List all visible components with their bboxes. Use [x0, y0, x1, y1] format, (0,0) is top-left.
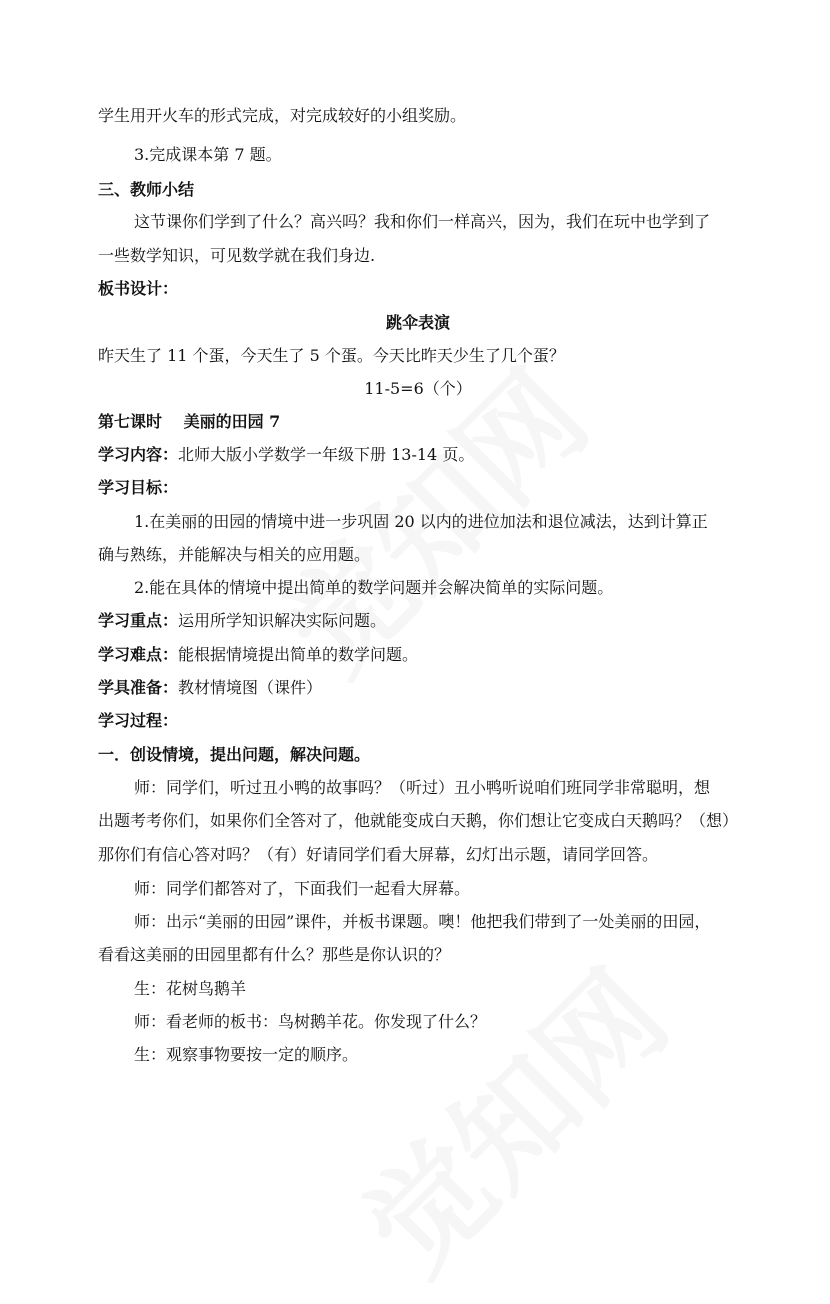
section-heading: 一．创设情境，提出问题，解决问题。 [98, 745, 371, 764]
field-label: 学习内容： [98, 445, 179, 464]
paragraph-line: 师：出示“美丽的田园”课件，并板书课题。噢！他把我们带到了一处美丽的田园， [134, 912, 711, 931]
field-value: 北师大版小学数学一年级下册 13-14 页。 [178, 445, 475, 464]
section-heading: 三、教师小结 [98, 180, 195, 199]
paragraph-line: 生：观察事物要按一定的顺序。 [134, 1045, 359, 1064]
paragraph-line: 1.在美丽的田园的情境中进一步巩固 20 以内的进位加法和退位减法，达到计算正 [134, 512, 708, 531]
section-heading: 学习目标： [98, 478, 179, 497]
paragraph-line: 昨天生了 11 个蛋，今天生了 5 个蛋。今天比昨天少生了几个蛋？ [98, 346, 565, 365]
field-label: 学习重点： [98, 611, 179, 630]
paragraph-line: 师：同学们都答对了，下面我们一起看大屏幕。 [134, 879, 471, 898]
section-heading: 学习过程： [98, 711, 179, 730]
paragraph-line: 出题考考你们，如果你们全答对了，他就能变成白天鹅，你们想让它变成白天鹅吗？（想） [98, 811, 739, 830]
field-value: 能根据情境提出简单的数学问题。 [178, 645, 419, 664]
field-value: 运用所学知识解决实际问题。 [178, 611, 387, 630]
paragraph-line: 那你们有信心答对吗？（有）好请同学们看大屏幕，幻灯出示题，请同学回答。 [98, 845, 659, 864]
learning-focus [98, 611, 738, 631]
field-label: 学具准备： [98, 678, 179, 697]
list-item: 3.完成课本第 7 题。 [134, 145, 282, 164]
paragraph-line: 师：看老师的板书：鸟树鹅羊花。你发现了什么？ [134, 1012, 487, 1031]
paragraph-line: 确与熟练，并能解决与相关的应用题。 [98, 545, 371, 564]
paragraph-line: 师：同学们，听过丑小鸭的故事吗？（听过）丑小鸭听说咱们班同学非常聪明，想 [134, 778, 711, 797]
section-heading: 板书设计： [98, 279, 179, 298]
learning-materials [98, 678, 738, 698]
learning-content [98, 445, 738, 465]
equation: 11-5=6（个） [364, 379, 472, 398]
paragraph-line: 看看这美丽的田园里都有什么？那些是你认识的？ [98, 945, 451, 964]
paragraph-line: 生：花树鸟鹅羊 [134, 979, 247, 998]
paragraph-line: 这节课你们学到了什么？高兴吗？我和你们一样高兴，因为，我们在玩中也学到了 [134, 212, 711, 231]
field-value: 教材情境图（课件） [178, 678, 323, 697]
paragraph-line: 2.能在具体的情境中提出简单的数学问题并会解决简单的实际问题。 [134, 578, 614, 597]
field-label: 学习难点： [98, 645, 179, 664]
lesson-title: 第七课时 美丽的田园 7 [98, 412, 281, 431]
board-title: 跳伞表演 [385, 313, 450, 332]
paragraph-line: 一些数学知识，可见数学就在我们身边. [98, 246, 376, 265]
paragraph-line: 学生用开火车的形式完成，对完成较好的小组奖励。 [98, 106, 467, 125]
learning-difficulty [98, 645, 738, 665]
